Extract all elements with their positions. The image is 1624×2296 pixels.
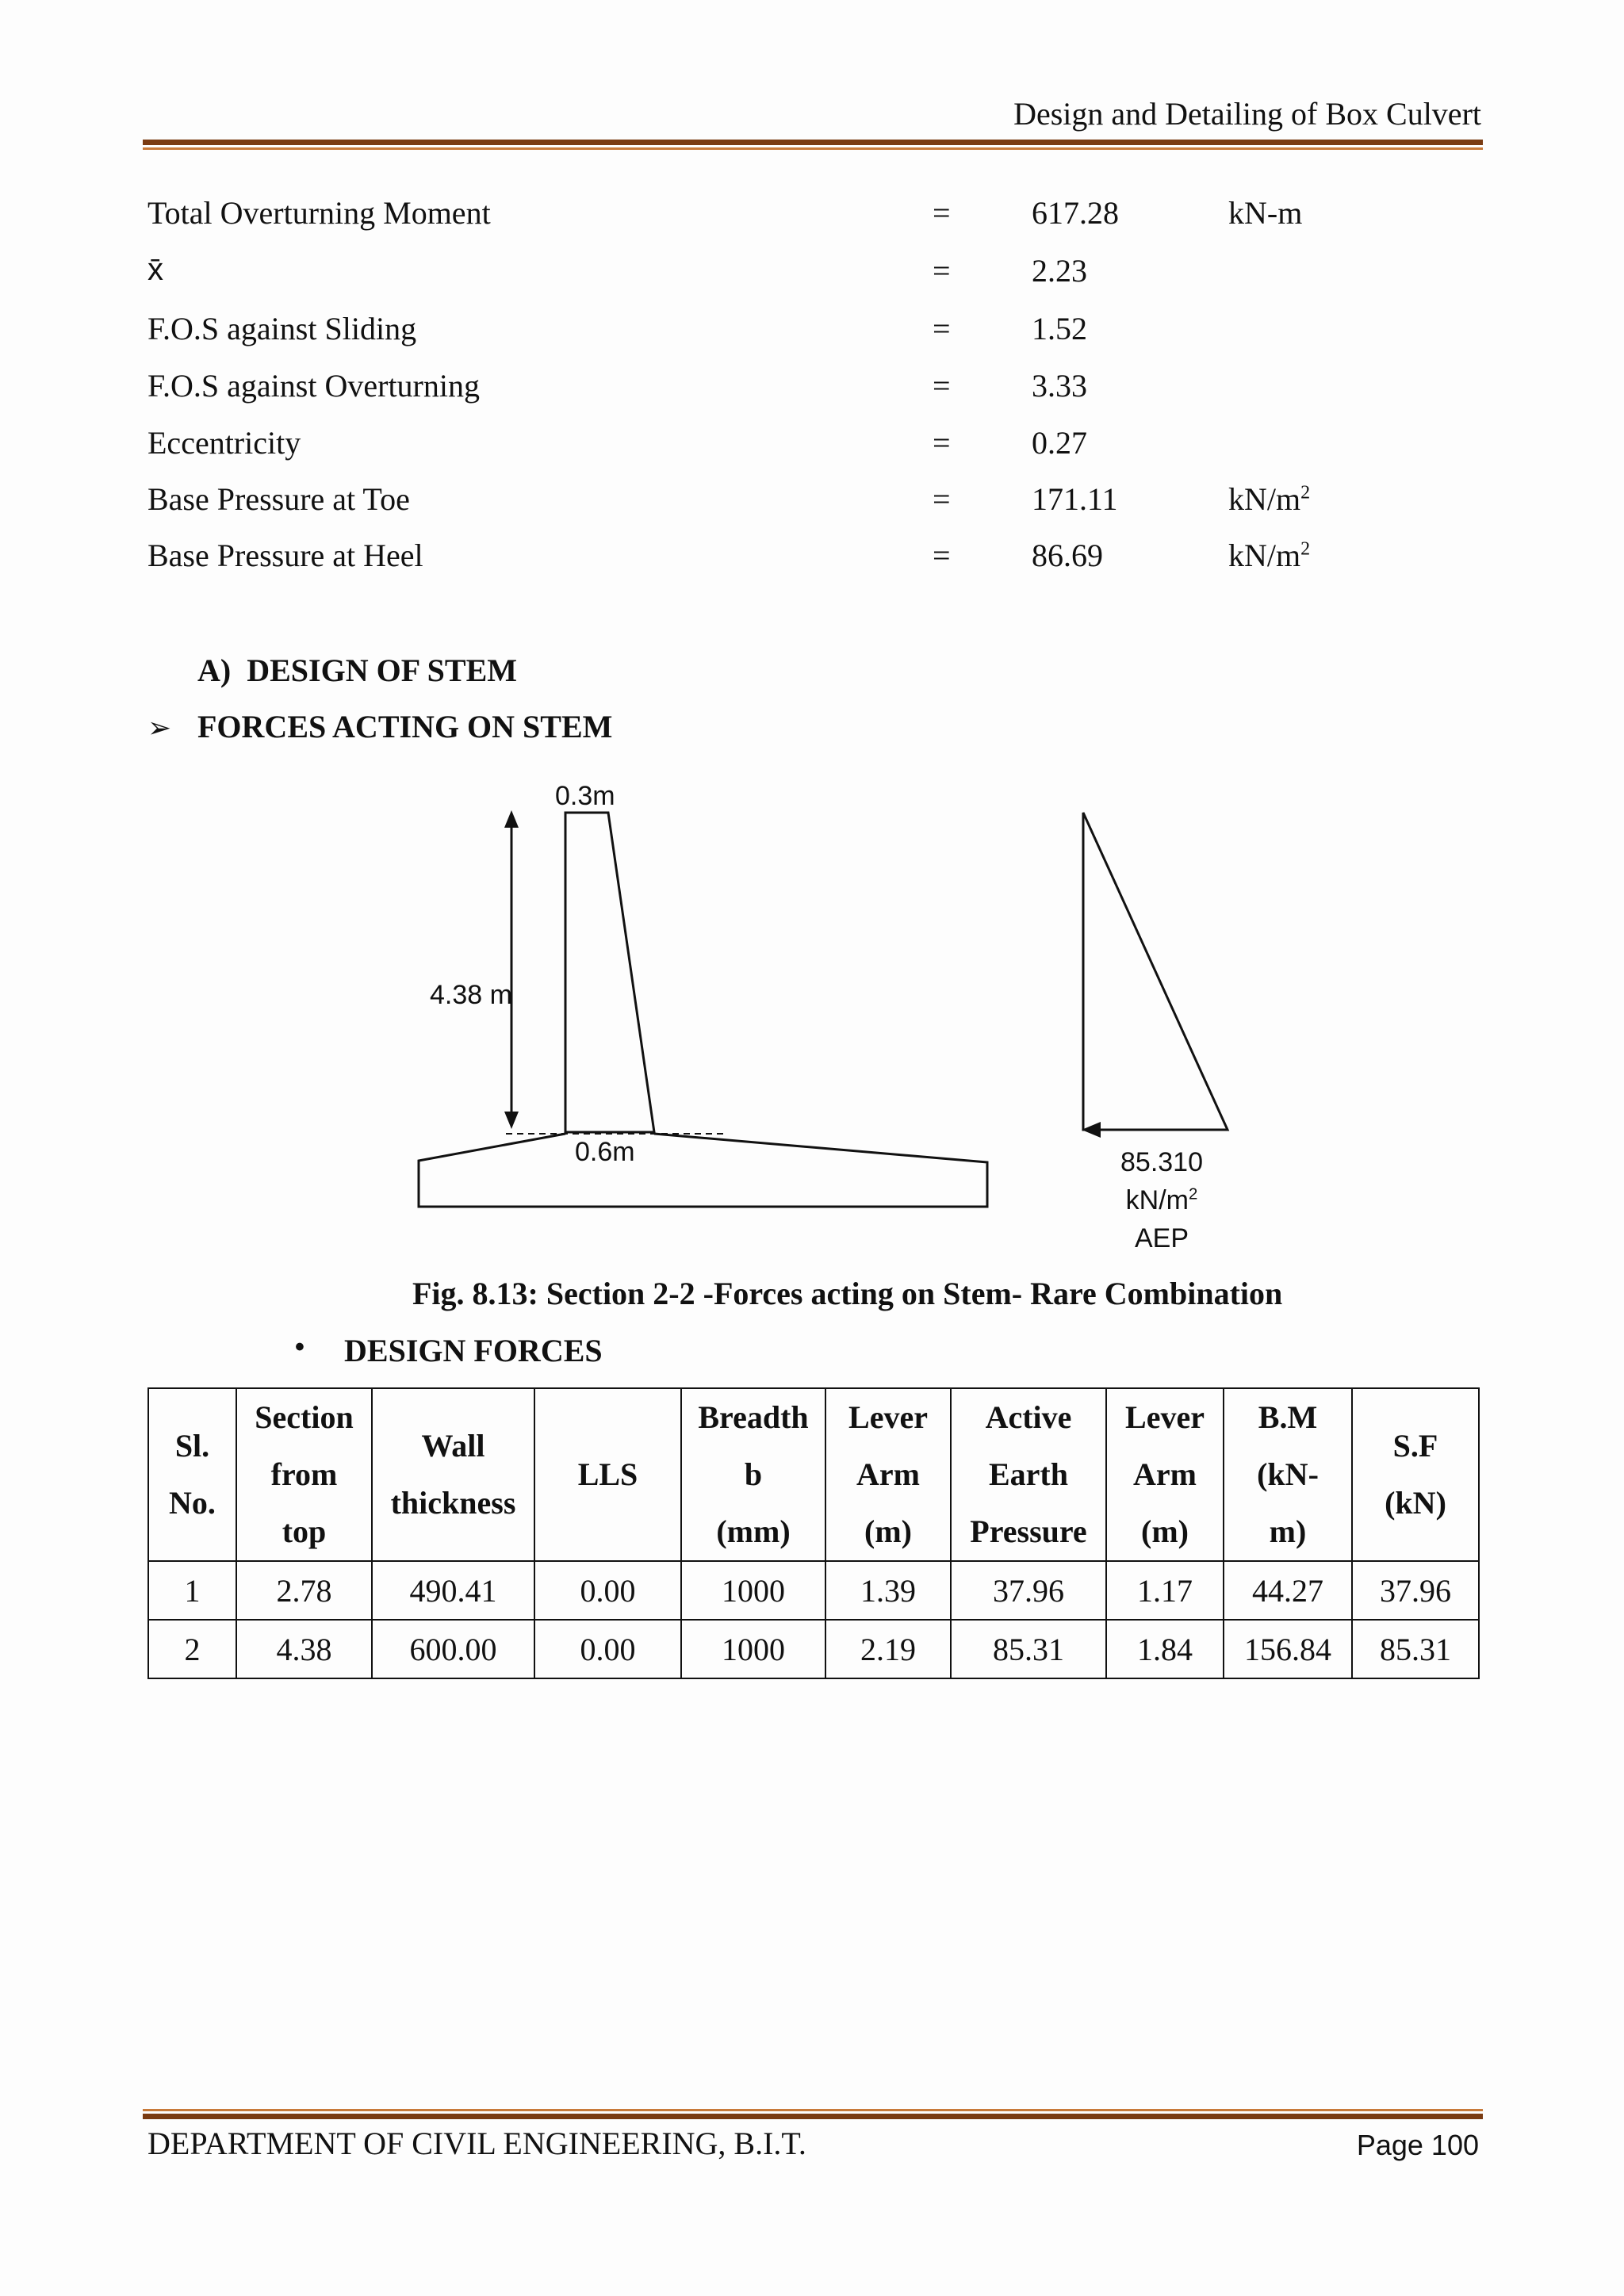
result-value: 86.69	[1032, 538, 1103, 573]
column-header: Lever Arm (m)	[825, 1388, 951, 1561]
table-cell: 0.00	[534, 1620, 681, 1678]
figure-caption: Fig. 8.13: Section 2-2 -Forces acting on Stem- Rare Combination	[412, 1276, 1283, 1311]
table-cell: 2.19	[825, 1620, 951, 1678]
result-value: 617.28	[1032, 195, 1119, 231]
equals-sign: =	[933, 538, 951, 573]
page-number: Page 100	[1356, 2129, 1479, 2161]
table-cell: 490.41	[372, 1561, 534, 1620]
arrow-down-icon	[504, 1112, 519, 1129]
footer-department: DEPARTMENT OF CIVIL ENGINEERING, B.I.T.	[147, 2126, 806, 2161]
pressure-unit: $kN/m^2$	[1125, 1185, 1198, 1215]
table-cell: 1.17	[1106, 1561, 1224, 1620]
table-row	[148, 1561, 1479, 1620]
table-cell: 37.96	[951, 1561, 1106, 1620]
arrow-up-icon	[504, 810, 519, 828]
base-slab-outline	[419, 1134, 987, 1207]
top-width-label: 0.3m	[555, 781, 615, 811]
result-label: x̄	[147, 252, 163, 287]
column-header: B.M (kN- m)	[1224, 1388, 1352, 1561]
pressure-triangle	[1083, 813, 1228, 1130]
table-cell: 4.38	[236, 1620, 372, 1678]
table-cell: 2	[148, 1620, 236, 1678]
result-unit: $kN/m^2$	[1228, 481, 1311, 517]
result-value: 0.27	[1032, 425, 1087, 461]
column-header: LLS	[534, 1388, 681, 1561]
table-cell: 156.84	[1224, 1620, 1352, 1678]
table-cell: 85.31	[951, 1620, 1106, 1678]
equals-sign: =	[933, 311, 951, 346]
subsection-title: FORCES ACTING ON STEM	[197, 709, 613, 744]
running-header: Design and Detailing of Box Culvert	[1013, 96, 1481, 132]
arrow-bullet-icon: ➢	[147, 711, 172, 744]
table-cell: 1000	[681, 1620, 825, 1678]
result-value: 2.23	[1032, 253, 1087, 289]
pressure-value: 85.310	[1120, 1147, 1203, 1177]
section-marker: A)	[197, 652, 232, 688]
table-cell: 1.84	[1106, 1620, 1224, 1678]
table-header-row	[148, 1388, 1479, 1561]
equals-sign: =	[933, 425, 951, 461]
result-unit: kN-m	[1228, 195, 1303, 231]
result-label: Eccentricity	[147, 425, 301, 461]
table-cell: 85.31	[1352, 1620, 1479, 1678]
arrow-left-icon	[1082, 1122, 1101, 1138]
column-header: Section from top	[236, 1388, 372, 1561]
result-label: Base Pressure at Heel	[147, 538, 423, 573]
table-cell: 0.00	[534, 1561, 681, 1620]
table-cell: 1.39	[825, 1561, 951, 1620]
result-value: 171.11	[1032, 481, 1118, 517]
design-forces-table	[147, 1387, 1480, 1679]
table-cell: 37.96	[1352, 1561, 1479, 1620]
subsection-title: DESIGN FORCES	[344, 1333, 603, 1368]
stem-outline	[565, 813, 654, 1132]
column-header: Wall thickness	[372, 1388, 534, 1561]
equals-sign: =	[933, 481, 951, 517]
equals-sign: =	[933, 195, 951, 231]
result-value: 3.33	[1032, 368, 1087, 404]
result-label: Total Overturning Moment	[147, 195, 491, 231]
result-label: F.O.S against Sliding	[147, 311, 417, 346]
table-cell: 600.00	[372, 1620, 534, 1678]
result-label: F.O.S against Overturning	[147, 368, 480, 404]
table-cell: 1	[148, 1561, 236, 1620]
result-value: 1.52	[1032, 311, 1087, 346]
height-label: 4.38 m	[430, 980, 512, 1010]
bullet-icon: •	[295, 1332, 304, 1362]
equals-sign: =	[933, 368, 951, 404]
column-header: Sl. No.	[148, 1388, 236, 1561]
table-row	[148, 1620, 1479, 1678]
column-header: S.F (kN)	[1352, 1388, 1479, 1561]
table-cell: 44.27	[1224, 1561, 1352, 1620]
footer-rule	[143, 2109, 1483, 2119]
result-unit: $kN/m^2$	[1228, 538, 1311, 573]
equals-sign: =	[933, 253, 951, 289]
pressure-label	[1094, 1143, 1229, 1257]
table-cell: 1000	[681, 1561, 825, 1620]
section-title: DESIGN OF STEM	[247, 652, 518, 688]
result-label: Base Pressure at Toe	[147, 481, 410, 517]
column-header: Active Earth Pressure	[951, 1388, 1106, 1561]
column-header: Lever Arm (m)	[1106, 1388, 1224, 1561]
column-header: Breadth b (mm)	[681, 1388, 825, 1561]
table-cell: 2.78	[236, 1561, 372, 1620]
bottom-width-label: 0.6m	[575, 1137, 635, 1167]
pressure-name: AEP	[1134, 1223, 1189, 1253]
